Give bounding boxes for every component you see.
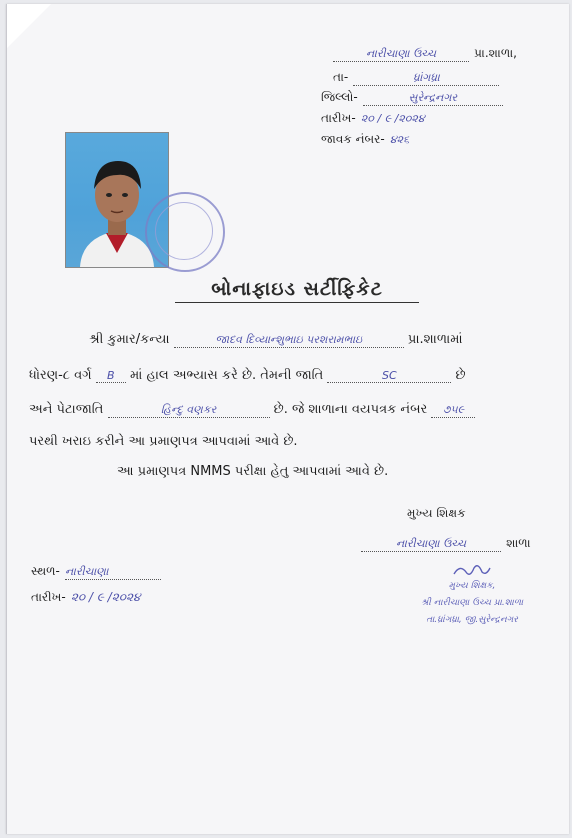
line3-prefix: અને પેટાજાતિ bbox=[29, 402, 104, 417]
school-seal bbox=[145, 192, 225, 272]
place-handwritten: નારીચાણા bbox=[65, 565, 161, 580]
subcaste-handwritten: હિન્દુ વણકર bbox=[108, 403, 270, 418]
body-line-5: આ પ્રમાણપત્ર NMMS પરીક્ષા હેતુ આપવામાં આવે છે. bbox=[117, 464, 389, 479]
date-row bbox=[321, 107, 425, 126]
footer-date-row bbox=[31, 586, 140, 605]
outward-number-label: જાવક નંબર- bbox=[321, 132, 385, 146]
folded-corner bbox=[7, 4, 51, 48]
head-teacher-role: મુખ્ય શિક્ષક bbox=[407, 506, 466, 520]
line1-suffix: પ્રા.શાળામાં bbox=[407, 332, 463, 347]
caste-handwritten: SC bbox=[327, 369, 451, 383]
certificate-title: બોનાફાઇડ સર્ટીફિકેટ bbox=[175, 278, 419, 303]
footer-date-label: તારીખ- bbox=[31, 590, 66, 604]
signature-school-row bbox=[361, 532, 531, 552]
taluka-label: તા- bbox=[333, 70, 349, 84]
body-line-1 bbox=[89, 332, 463, 348]
place-row bbox=[31, 560, 161, 580]
date-label: તારીખ- bbox=[321, 111, 356, 125]
taluka-row bbox=[333, 66, 499, 86]
stamp-line-1: મુખ્ય શિક્ષક, bbox=[448, 581, 496, 591]
register-number-handwritten: ૭૫૯ bbox=[431, 403, 475, 418]
student-name-handwritten: જાદવ દિવ્યાન્શુભાઇ પરશરામભાઇ bbox=[174, 333, 404, 348]
taluka-handwritten: ધ્રાંગધ્રા bbox=[353, 71, 499, 86]
certificate-page bbox=[6, 4, 569, 834]
school-name-row bbox=[333, 42, 517, 62]
school-name-handwritten: નારીચાણા ઉચ્ચ bbox=[333, 47, 469, 62]
stamp-line-2: શ્રી નારીચાણા ઉચ્ચ પ્રા.શાળા bbox=[420, 598, 524, 608]
footer-date-handwritten: ૨૦ / ૯ /૨૦૨૪ bbox=[70, 590, 141, 604]
signature-scribble bbox=[452, 564, 492, 578]
signature-school-suffix: શાળા bbox=[506, 536, 531, 550]
line3-mid: છે. જે શાળાના વયપત્રક નંબર bbox=[273, 402, 428, 417]
stamp-line-3: તા.ધ્રાંગધ્રા, જી.સુરેન્દ્રનગર bbox=[426, 615, 518, 625]
place-label: સ્થળ- bbox=[31, 564, 60, 578]
date-handwritten: ૨૦ / ૯ /૨૦૨૪ bbox=[360, 112, 425, 125]
head-teacher-stamp bbox=[387, 564, 557, 629]
line2-prefix: ધોરણ-૮ વર્ગ bbox=[29, 368, 92, 383]
school-name-suffix: પ્રા.શાળા, bbox=[474, 46, 517, 60]
line1-prefix: શ્રી કુમાર/કન્યા bbox=[89, 332, 170, 347]
outward-number-row bbox=[321, 128, 409, 147]
body-line-3 bbox=[29, 402, 475, 418]
class-handwritten: B bbox=[96, 369, 126, 383]
outward-number-handwritten: ૪૨૬ bbox=[389, 133, 410, 146]
body-line-4: પરથી ખરાઇ કરીને આ પ્રમાણપત્ર આપવામાં આવે છે. bbox=[29, 434, 298, 449]
body-line-2 bbox=[29, 368, 466, 383]
signature-school-handwritten: નારીચાણા ઉચ્ચ bbox=[361, 537, 501, 552]
district-handwritten: સુરેન્દ્રનગર bbox=[363, 91, 503, 106]
district-label: જિલ્લો- bbox=[321, 90, 358, 104]
district-row bbox=[321, 86, 503, 106]
line2-suffix: છે bbox=[455, 368, 466, 383]
line2-mid: માં હાલ અભ્યાસ કરે છે. તેમની જાતિ bbox=[129, 368, 324, 383]
